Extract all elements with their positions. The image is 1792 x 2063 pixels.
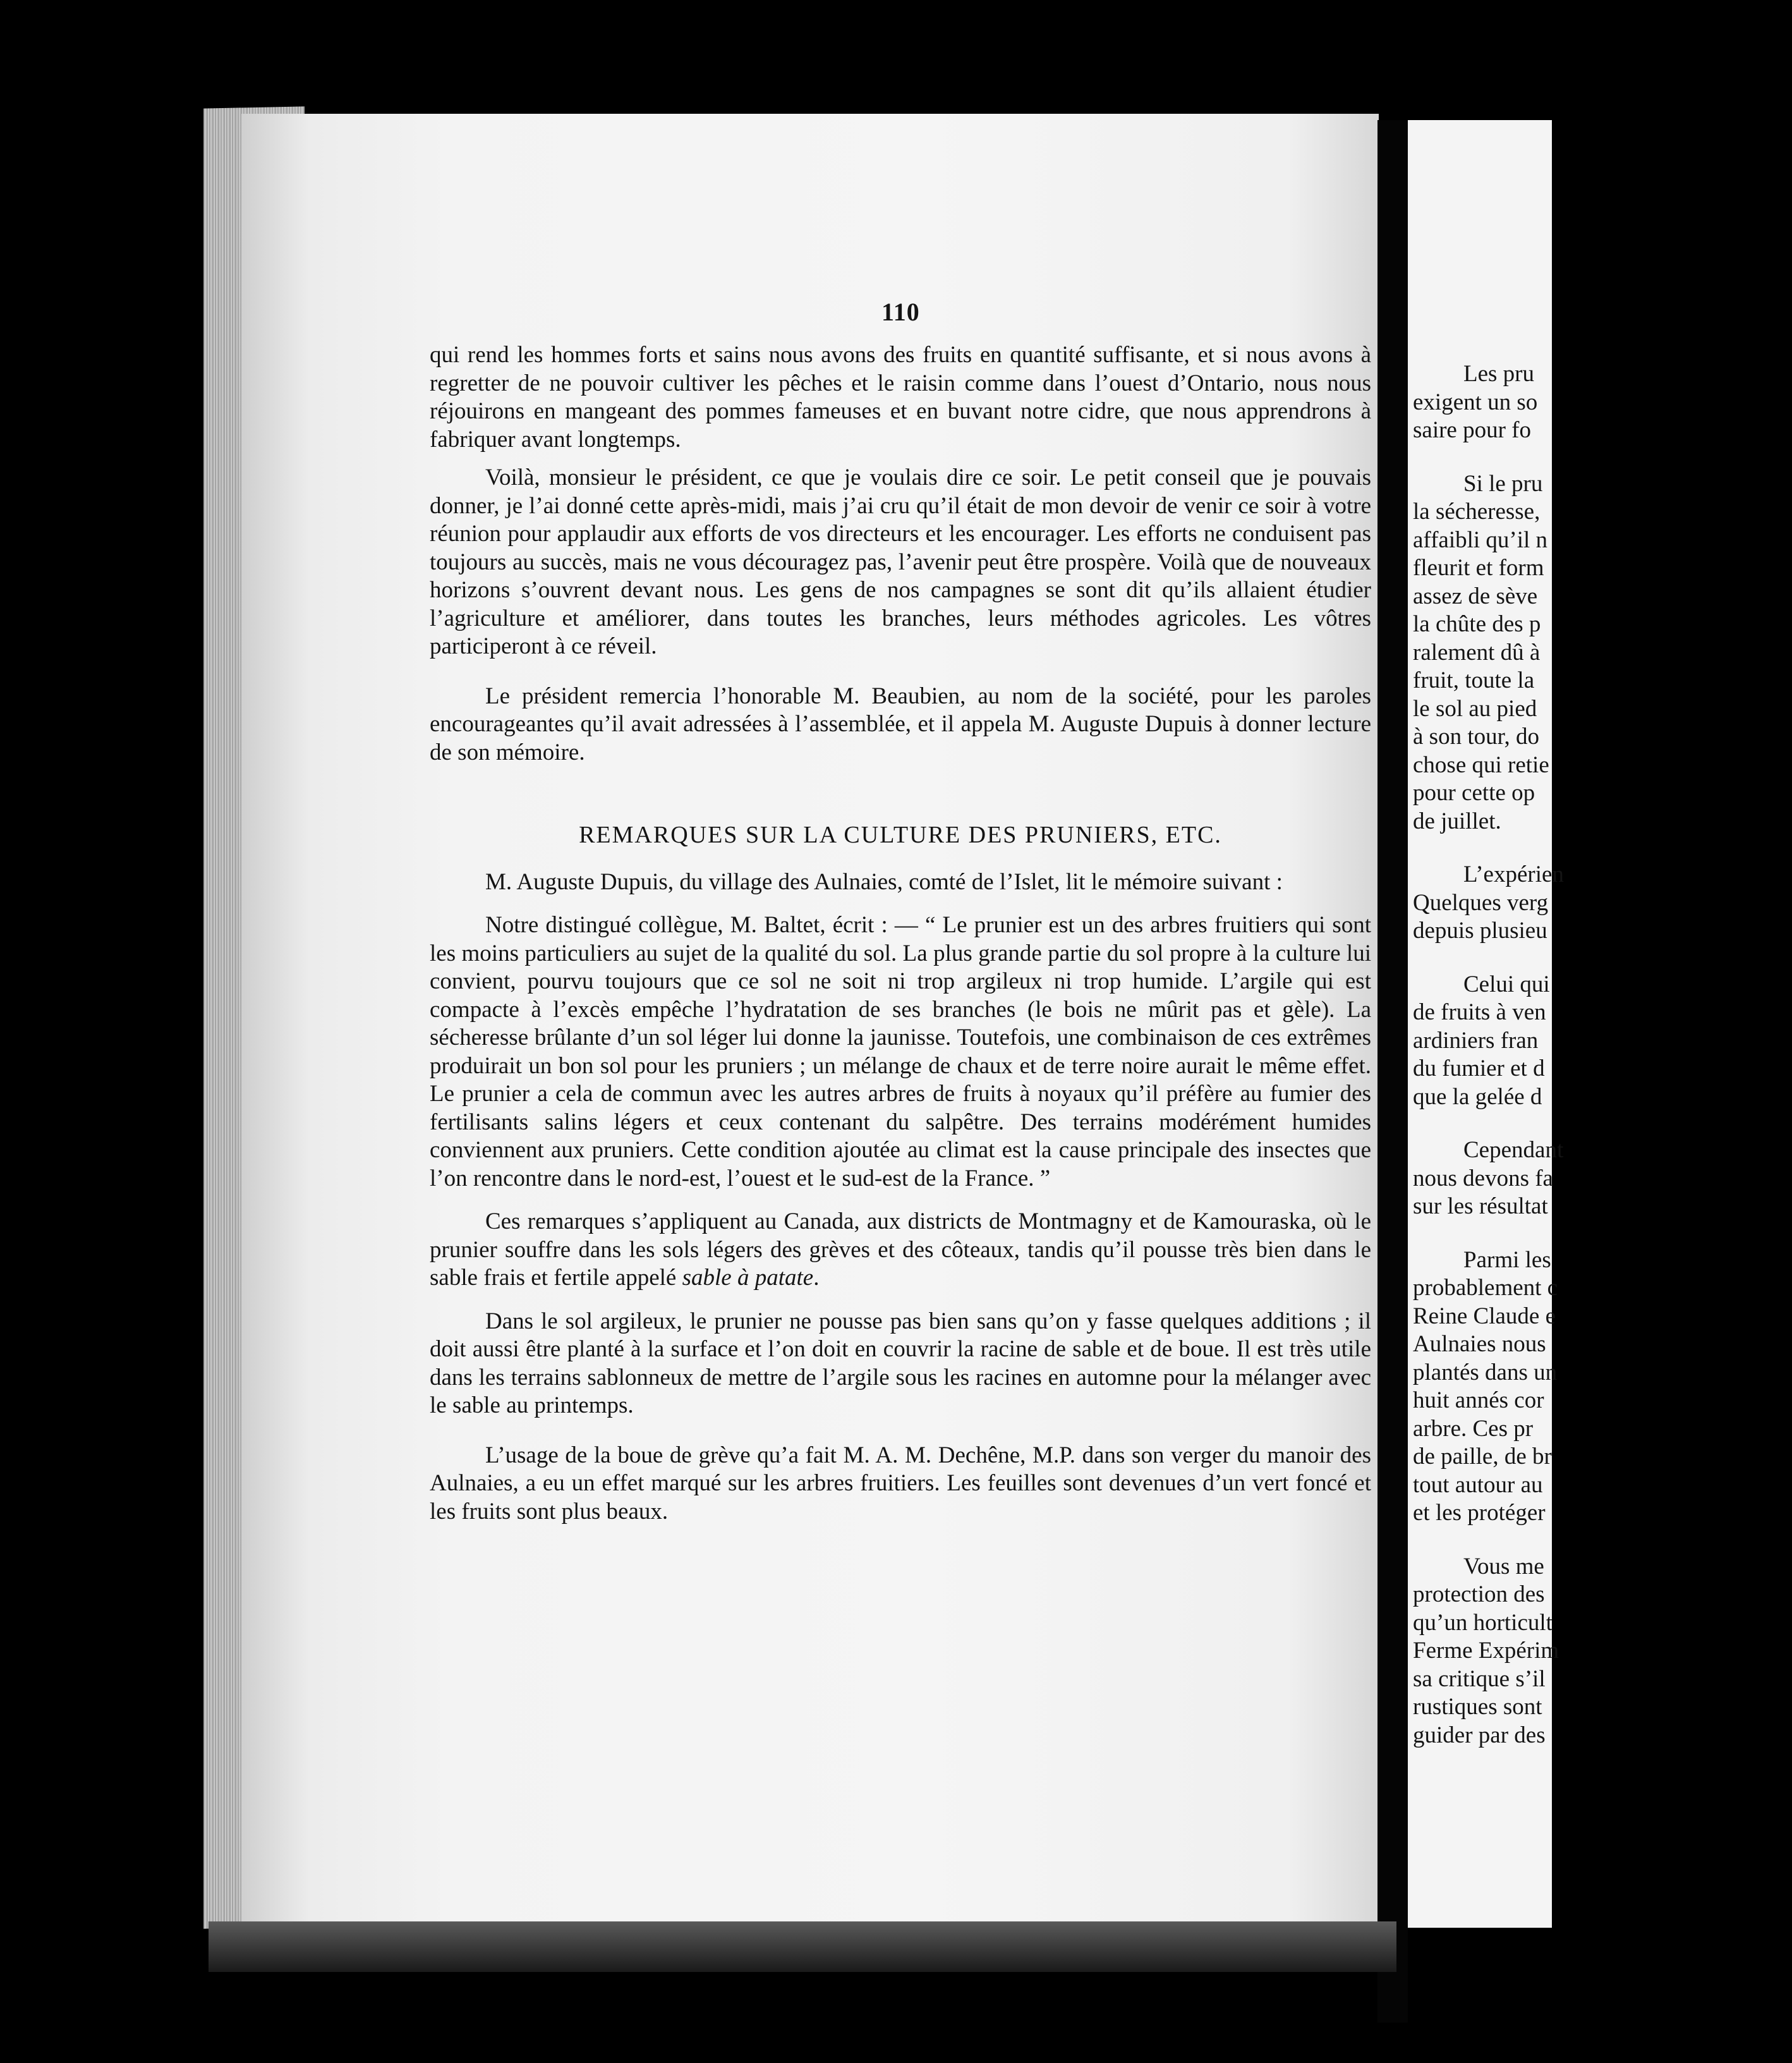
right-line: exigent un so <box>1413 389 1538 415</box>
right-line: la chûte des p <box>1413 611 1541 637</box>
bottom-shadow <box>209 1921 1396 1972</box>
right-page-text <box>1413 360 1792 1750</box>
right-line: plantés dans un <box>1413 1359 1558 1385</box>
right-page <box>1408 120 1564 1928</box>
book-gutter <box>1377 120 1408 2023</box>
page-number: 110 <box>881 298 920 326</box>
right-line: Vous me <box>1463 1553 1544 1579</box>
right-line: Cependant <box>1463 1137 1564 1163</box>
italic-term: sable à patate <box>682 1265 814 1291</box>
paragraph-text: . <box>813 1265 820 1291</box>
right-line: Les pru <box>1463 361 1534 387</box>
right-line: affaibli qu’il n <box>1413 526 1548 553</box>
right-line: depuis plusieu <box>1413 918 1547 944</box>
right-line: rustiques sont <box>1413 1694 1542 1720</box>
right-line: ralement dû à <box>1413 639 1541 666</box>
paragraph <box>430 1208 1371 1293</box>
paragraph: Voilà, monsieur le président, ce que je voulais dire ce soir. Le petit conseil que je pouvais donner, je l’ai donné cette après-midi, mais j’ai cru qu’il était de mon devoir de venir ce soir à votre réunion pour applaudir aux efforts de vos directeurs et les encourager. Les efforts ne conduisent pas toujours au succès, mais ne vous découragez pas, l’avenir peut être prospère. Voilà que de nouveaux horizons s’ouvrent devant nous. Les gens de nos campagnes se sont dit qu’ils allaient étudier l’agriculture et améliorer, dans toutes les branches, leurs méthodes agricoles. Les vôtres participeront à ce réveil. <box>430 465 1371 659</box>
right-line: guider par des <box>1413 1722 1546 1748</box>
paragraph-text: Ces remarques s’appliquent au Canada, aux districts de Montmagny et de Kamouraska, où le prunier souffre dans les sols légers des grèves et des côteaux, tandis qu’il pousse très bien dans le sable frais et fertile appelé <box>430 1208 1371 1291</box>
right-line: que la gelée d <box>1413 1083 1542 1110</box>
right-line: sa critique s’il <box>1413 1665 1546 1692</box>
right-line: fruit, toute la <box>1413 667 1535 693</box>
right-line: Celui qui <box>1463 971 1550 997</box>
left-page-text <box>430 341 1371 1526</box>
right-line: Quelques verg <box>1413 889 1549 916</box>
right-line: ardiniers fran <box>1413 1027 1539 1054</box>
right-line: probablement c <box>1413 1275 1558 1301</box>
paragraph: Notre distingué collègue, M. Baltet, écrit : — “ Le prunier est un des arbres fruitiers qui sont les moins particuliers au sujet de la qualité du sol. La plus grande partie du sol propre à la culture lui convient, pourvu toujours que ce sol ne soit ni trop argileux ni trop humide. L’argile qui est compacte à l’excès empêche l’hydratation de ses branches (le bois ne mûrit pas et gèle). La sécheresse brûlante d’un sol léger lui donne la jaunisse. Toutefois, une combinaison de ces extrêmes produirait un bon sol pour les pruniers ; un mélange de chaux et de terre noire aurait le même effet. Le prunier a cela de commun avec les autres arbres de fruits à noyaux qu’il préfère au fumier des fertilisants salins légers et ceux contenant du salpêtre. Des terrains modérément humides conviennent aux pruniers. Cette condition ajoutée au climat est la cause principale des insectes que l’on rencontre dans le nord-est, l’ouest et le sud-est de la France. ” <box>430 912 1371 1191</box>
right-line: la sécheresse, <box>1413 499 1541 525</box>
right-line: le sol au pied <box>1413 695 1537 722</box>
right-line: Si le pru <box>1463 470 1543 497</box>
right-line: qu’un horticult <box>1413 1609 1553 1636</box>
right-line: de juillet. <box>1413 808 1501 834</box>
right-line: Parmi les <box>1463 1246 1551 1273</box>
right-line: chose qui retie <box>1413 752 1549 778</box>
right-line: pour cette op <box>1413 780 1535 806</box>
paragraph: M. Auguste Dupuis, du village des Aulnaies, comté de l’Islet, lit le mémoire suivant : <box>485 868 1283 895</box>
section-heading: REMARQUES SUR LA CULTURE DES PRUNIERS, ETC. <box>579 822 1222 848</box>
right-line: huit annés cor <box>1413 1387 1544 1413</box>
paragraph: Dans le sol argileux, le prunier ne pousse pas bien sans qu’on y fasse quelques additions ; il doit aussi être planté à la surface et l’on doit en couvrir la racine de sable et de boue. Il est très utile dans les terrains sablonneux de mettre de l’argile sous les racines en automne pour la mélanger avec le sable au printemps. <box>430 1308 1371 1418</box>
right-line: fleurit et form <box>1413 555 1544 581</box>
right-line: à son tour, do <box>1413 724 1539 750</box>
right-line: nous devons fa <box>1413 1165 1553 1191</box>
paragraph: L’usage de la boue de grève qu’a fait M. A. M. Dechêne, M.P. dans son verger du manoir des Aulnaies, a eu un effet marqué sur les arbres fruitiers. Les feuilles sont devenues d’un vert foncé et les fruits sont plus beaux. <box>430 1442 1371 1524</box>
right-line: arbre. Ces pr <box>1413 1415 1534 1442</box>
right-line: Ferme Expérim <box>1413 1638 1559 1664</box>
right-line: Reine Claude e <box>1413 1303 1556 1329</box>
right-line: de paille, de br <box>1413 1444 1552 1470</box>
right-line: du fumier et d <box>1413 1056 1545 1081</box>
right-line: assez de sève <box>1413 583 1538 609</box>
right-line: protection des <box>1413 1581 1545 1607</box>
right-line: tout autour au <box>1413 1471 1543 1498</box>
right-line: sur les résultat <box>1413 1193 1548 1219</box>
right-line: L’expérien <box>1463 861 1564 887</box>
paragraph: Le président remercia l’honorable M. Beaubien, au nom de la société, pour les paroles encourageantes qu’il avait adressées à l’assemblée, et il appela M. Auguste Dupuis à donner lecture de son mémoire. <box>430 683 1371 765</box>
paragraph: qui rend les hommes forts et sains nous avons des fruits en quantité suffisante, et si nous avons à regretter de ne pouvoir cultiver les pêches et le raisin comme dans l’ouest d’Ontario, nous nous réjouirons en mangeant des pommes fameuses et en buvant notre cidre, que nous apprendrons à fabriquer avant longtemps. <box>430 342 1371 453</box>
right-line: de fruits à ven <box>1413 999 1546 1025</box>
right-line: et les protéger <box>1413 1500 1546 1526</box>
right-line: saire pour fo <box>1413 417 1531 443</box>
right-line: Aulnaies nous <box>1413 1331 1546 1357</box>
